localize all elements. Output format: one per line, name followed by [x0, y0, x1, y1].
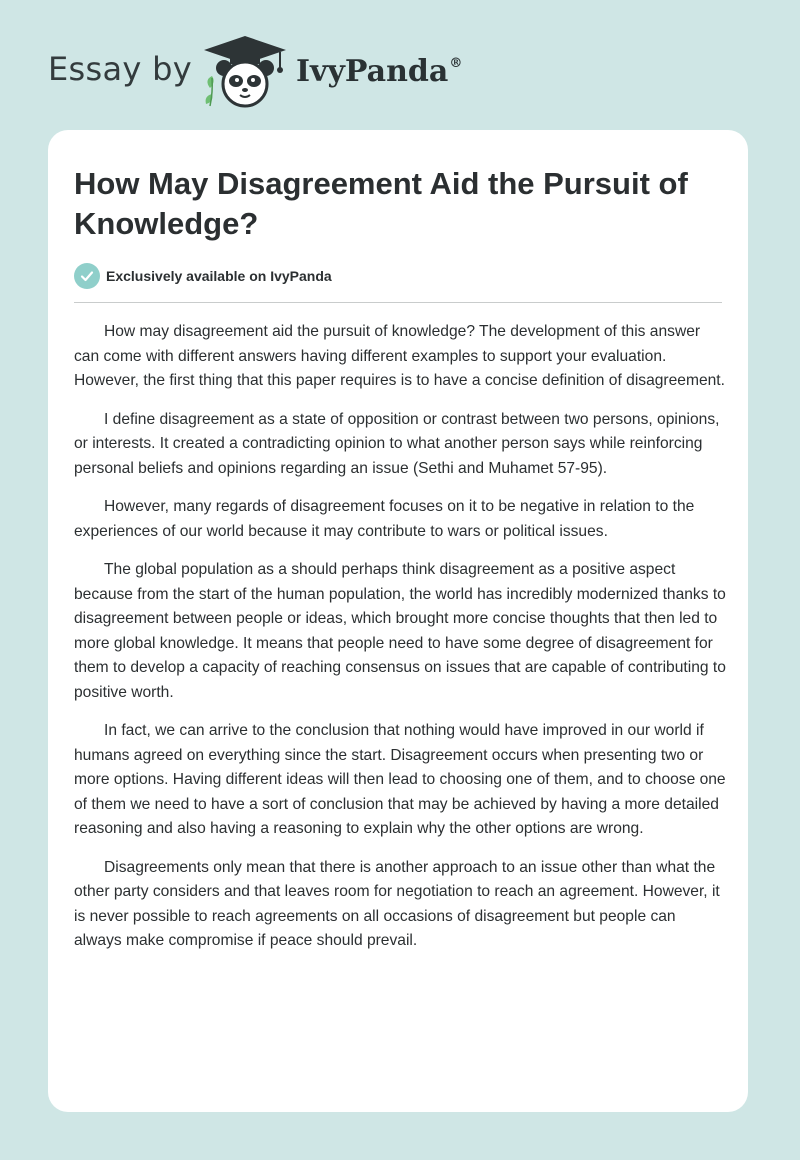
brand-name[interactable]: [296, 54, 461, 89]
essay-card: [48, 130, 748, 1112]
paragraph: I define disagreement as a state of opposition or contrast between two persons, opinions, or interests. It created a contradicting opinion to what another person says while reinforcing personal beliefs and opinions regarding an issue (Sethi and Muhamet 57-95).: [74, 410, 720, 477]
essay-body: [74, 320, 726, 968]
paragraph: The global population as a should perhaps think disagreement as a positive aspect because from the start of the human population, the world has incredibly modernized thanks to disagreement between people or ideas, which brought more concise thoughts that then led to more global knowledge. It means that people need to have some degree of disagreement for them to develop a capacity of reaching consensus on issues that are capable of contributing to positive worth.: [74, 561, 726, 701]
essay-by-label: Essay by: [48, 50, 192, 88]
brand-name-text: IvyPanda: [296, 54, 449, 89]
paragraph: However, many regards of disagreement focuses on it to be negative in relation to the experiences of our world because it may contribute to wars or political issues.: [74, 498, 695, 540]
paragraph: How may disagreement aid the pursuit of knowledge? The development of this answer can come with different answers having different examples to support your evaluation. However, the first thing that this paper requires is to have a concise definition of disagreement.: [74, 323, 725, 389]
exclusive-badge: [74, 262, 332, 290]
registered-mark: ®: [449, 56, 463, 71]
paragraph: Disagreements only mean that there is another approach to an issue other than what the other party considers and that leaves room for negotiation to reach an agreement. However, it is never possible to reach agreements on all occasions of disagreement but people can always make compromise if peace should prevail.: [74, 858, 720, 949]
panda-graduate-icon[interactable]: [200, 34, 290, 110]
divider: [74, 302, 722, 303]
check-icon: [74, 263, 100, 289]
paragraph: In fact, we can arrive to the conclusion that nothing would have improved in our world if humans agreed on everything since the start. Disagreement occurs when presenting two or more options. Having different ideas will then lead to choosing one of them, and to choose one of them we need to have a sort of conclusion that may be achieved by having a more detailed reasoning and also having a reasoning to explain why the other options are wrong.: [74, 722, 726, 837]
page-title: How May Disagreement Aid the Pursuit of Knowledge?: [74, 166, 688, 241]
page-header: [0, 0, 800, 130]
badge-label: Exclusively available on IvyPanda: [106, 268, 332, 284]
